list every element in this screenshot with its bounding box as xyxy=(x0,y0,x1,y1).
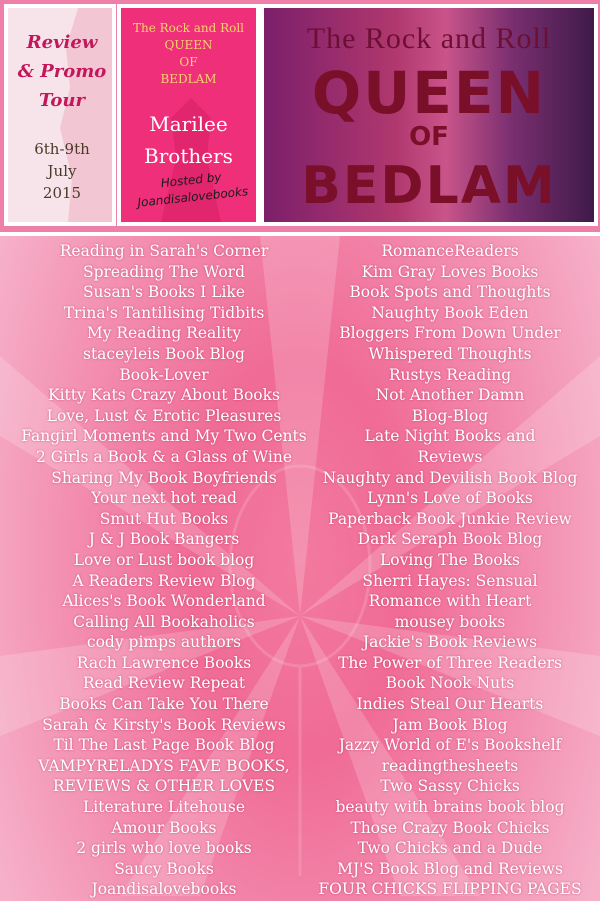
blog-name: Book Spots and Thoughts xyxy=(349,283,551,302)
blog-name: Bloggers From Down Under xyxy=(339,324,561,343)
header-banner xyxy=(0,0,600,232)
blog-name: Indies Steal Our Hearts xyxy=(356,695,544,714)
blog-name: J & J Book Bangers xyxy=(88,530,240,549)
blog-name: readingthesheets xyxy=(381,756,519,775)
hosted-by-line: Hosted by xyxy=(160,169,223,191)
blog-name: 2 girls who love books xyxy=(76,839,252,858)
cover-title-bedlam: BEDLAM xyxy=(301,156,557,216)
blog-name: Sarah & Kirsty's Book Reviews xyxy=(42,715,286,734)
blog-name: Those Crazy Book Chicks xyxy=(350,818,550,837)
blog-name: Jazzy World of E's Bookshelf xyxy=(338,736,562,755)
blog-name: Trina's Tantilising Tidbits xyxy=(63,303,265,322)
tour-info-panel xyxy=(4,4,116,226)
tour-title-line: Review xyxy=(26,32,98,53)
blog-name: Paperback Book Junkie Review xyxy=(328,509,572,528)
blog-name: Your next hot read xyxy=(91,489,237,508)
blog-name: Lynn's Love of Books xyxy=(367,489,533,508)
blog-name: Rach Lawrence Books xyxy=(76,653,252,672)
cover-title-of: OF xyxy=(409,122,449,152)
blog-name: VAMPYRELADYS FAVE BOOKS, xyxy=(38,756,290,775)
book-series-title xyxy=(121,20,256,88)
blog-name: Kitty Kats Crazy About Books xyxy=(48,386,280,405)
blog-name: Dark Seraph Book Blog xyxy=(357,530,543,549)
blog-name: Smut Hut Books xyxy=(99,509,229,528)
blog-name: staceyleis Book Blog xyxy=(83,344,245,363)
blog-name: Rustys Reading xyxy=(388,365,512,384)
blog-name: Book-Lover xyxy=(119,365,209,384)
blog-name: MJ'S Book Blog and Reviews xyxy=(337,859,563,878)
tour-title-line: & Promo xyxy=(17,61,107,82)
series-line: The Rock and Roll xyxy=(132,21,245,35)
tour-title-line: Tour xyxy=(39,90,85,111)
blog-name: A Readers Review Blog xyxy=(72,571,256,590)
blog-name: Susan's Books I Like xyxy=(82,283,246,302)
cover-title-top: The Rock and Roll xyxy=(306,22,552,55)
blog-name: Literature Litehouse xyxy=(82,798,246,817)
blog-name: Reading in Sarah's Corner xyxy=(59,242,269,260)
blog-name: beauty with brains book blog xyxy=(335,798,565,817)
blog-name: My Reading Reality xyxy=(86,324,242,343)
blog-name: 2 Girls a Book & a Glass of Wine xyxy=(36,447,292,466)
blog-name: Two Chicks and a Dude xyxy=(357,839,543,858)
blog-name: Amour Books xyxy=(111,818,217,837)
blog-name: Naughty Book Eden xyxy=(371,303,529,322)
series-line: QUEEN xyxy=(164,38,213,52)
blog-name: Spreading The Word xyxy=(82,262,246,281)
author-name-line: Marilee xyxy=(149,112,228,136)
blog-name: Fangirl Moments and My Two Cents xyxy=(21,427,307,446)
blog-name: The Power of Three Readers xyxy=(338,653,562,672)
blog-list-right xyxy=(305,241,595,900)
blog-name: Sherri Hayes: Sensual xyxy=(362,571,538,590)
blog-name: Loving The Books xyxy=(380,550,520,569)
blog-name: mousey books xyxy=(394,612,506,631)
blog-name: Joandisalovebooks xyxy=(91,880,237,899)
series-line: BEDLAM xyxy=(160,72,217,86)
blog-name: Whispered Thoughts xyxy=(368,344,532,363)
blog-name: RomanceReaders xyxy=(381,242,519,260)
tour-dates xyxy=(14,138,110,204)
blog-name: Saucy Books xyxy=(114,859,214,878)
tour-date-line: 6th-9th xyxy=(34,140,90,158)
blog-name: Two Sassy Chicks xyxy=(380,777,520,796)
blog-name: Alices's Book Wonderland xyxy=(62,592,266,611)
blog-name: Late Night Books and xyxy=(364,427,536,446)
book-cover-panel xyxy=(260,4,598,226)
series-line: OF xyxy=(179,55,198,69)
tour-date-line: 2015 xyxy=(42,184,82,202)
blog-name: Calling All Bookaholics xyxy=(73,612,255,631)
blog-name: REVIEWS & OTHER LOVES xyxy=(52,777,276,796)
tour-title xyxy=(14,28,110,115)
blog-name: Blog-Blog xyxy=(411,406,489,425)
blog-name: cody pimps authors xyxy=(86,633,242,652)
blog-name: Not Another Damn xyxy=(375,386,525,405)
blog-name: Jackie's Book Reviews xyxy=(362,633,538,652)
blog-name: Book Nook Nuts xyxy=(385,674,515,693)
cover-title-queen: QUEEN xyxy=(311,59,547,127)
blog-name: Reviews xyxy=(417,447,483,466)
author-name xyxy=(121,108,256,172)
blog-name: Naughty and Devilish Book Blog xyxy=(322,468,578,487)
blog-name: FOUR CHICKS FLIPPING PAGES xyxy=(318,880,582,899)
blog-name: Jam Book Blog xyxy=(392,715,508,734)
tour-date-line: July xyxy=(47,162,77,180)
blog-name: Love or Lust book blog xyxy=(73,550,255,569)
blog-name: Love, Lust & Erotic Pleasures xyxy=(46,406,282,425)
author-name-line: Brothers xyxy=(144,144,233,168)
blog-name: Sharing My Book Boyfriends xyxy=(51,468,277,487)
host-name: Joandisalovebooks xyxy=(136,184,249,210)
blog-name: Read Review Repeat xyxy=(82,674,246,693)
blog-name: Til The Last Page Book Blog xyxy=(53,736,275,755)
blog-name: Books Can Take You There xyxy=(59,695,269,714)
blog-name: Kim Gray Loves Books xyxy=(361,262,539,281)
blog-list-left xyxy=(0,241,328,900)
blog-name: Romance with Heart xyxy=(368,592,532,611)
